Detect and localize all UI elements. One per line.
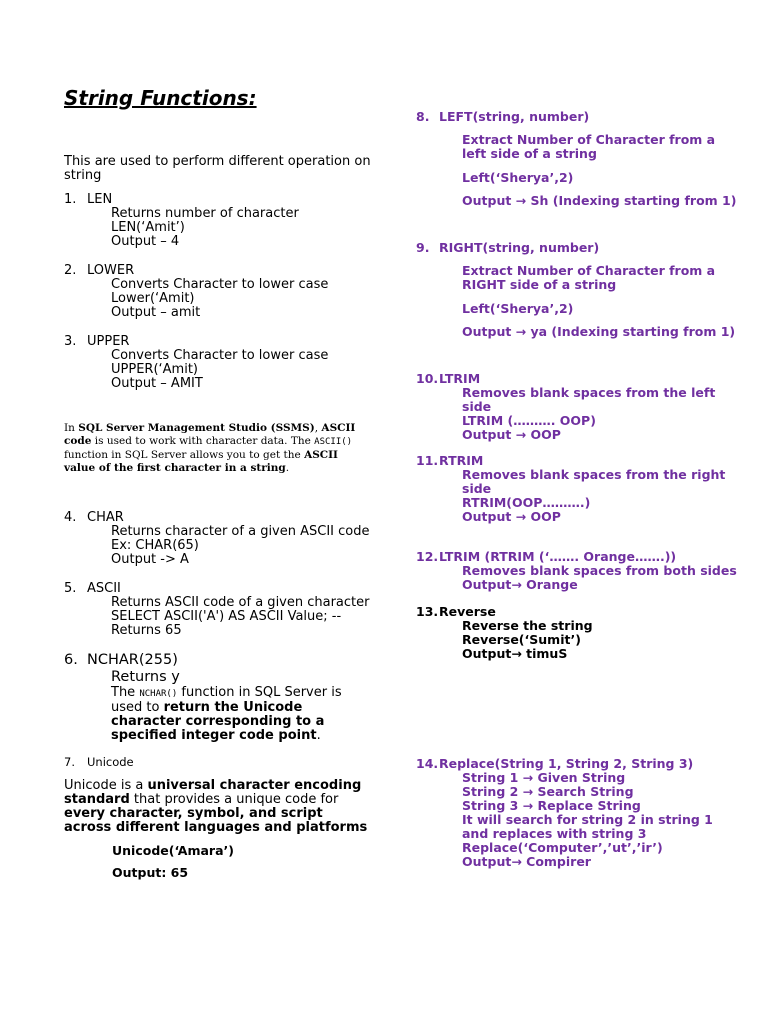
nchar-paragraph: The NCHAR() function in SQL Server is used to return the Unicode character corresponding to a specified integer code point. [111, 685, 342, 743]
item-len-name: LEN [87, 192, 113, 207]
item-left-example: Left(‘Sherya’,2) [462, 170, 574, 185]
item-ascii: 5. ASCII Returns ASCII code of a given character SELECT ASCII('A') AS ASCII Value; -- Returns 65 [64, 581, 370, 638]
item-lrtrim: 12.LTRIM (RTRIM (‘……. Orange…….)) Removes blank spaces from both sides Output→ Orange [416, 549, 737, 592]
page-title: String Functions: [64, 86, 257, 110]
ssms-paragraph: In SQL Server Management Studio (SSMS), ASCII code is used to work with character data. The ASCII() function in SQL Server allows you to get the ASCII value of the first character in a string. [64, 422, 356, 474]
item-right-desc: Extract Number of Character from a RIGHT side of a string [462, 263, 716, 292]
item-right-fn: 9. RIGHT(string, number) [416, 240, 600, 255]
item-upper: 3. UPPER Converts Character to lower case UPPER(‘Amit) Output – AMIT [64, 334, 329, 391]
item-left-fn: 8. LEFT(string, number) [416, 109, 590, 124]
item-lower: 2. LOWER Converts Character to lower case Lower(‘Amit) Output – amit [64, 263, 329, 320]
unicode-paragraph: Unicode is a universal character encoding standard that provides a unique code for every character, symbol, and script across different languages and platforms [64, 778, 368, 835]
item-rtrim: 11.RTRIM Removes blank spaces from the right side RTRIM(OOP……….) Output → OOP [416, 453, 726, 524]
item-ltrim: 10.LTRIM Removes blank spaces from the left side LTRIM (………. OOP) Output → OOP [416, 371, 716, 442]
item-replace: 14.Replace(String 1, String 2, String 3) String 1 → Given String String 2 → Search String String 3 → Replace String It will search for string 2 in string 1 and replaces with string 3 Replace(‘Computer’,’ut’,’ir’) Output→ Compirer [416, 756, 713, 869]
unicode-output: Output: 65 [112, 865, 189, 880]
item-left-output: Output → Sh (Indexing starting from 1) [462, 193, 737, 208]
item-char: 4. CHAR Returns character of a given ASCII code Ex: CHAR(65) Output -> A [64, 510, 370, 567]
item-nchar: 6. NCHAR(255) Returns y The NCHAR() function in SQL Server is used to return the Unicode character corresponding to a specified integer code point. [64, 652, 371, 743]
item-len: 1. LEN Returns number of character LEN(‘Amit’) Output – 4 [64, 192, 299, 249]
unicode-example: Unicode(‘Amara’) [112, 843, 234, 858]
item-unicode-heading: 7. Unicode [64, 755, 134, 769]
item-right-output: Output → ya (Indexing starting from 1) [462, 324, 736, 339]
item-right-example: Left(‘Sherya’,2) [462, 301, 574, 316]
item-reverse: 13.Reverse Reverse the string Reverse(‘Sumit’) Output→ timuS [416, 604, 593, 661]
item-left-desc: Extract Number of Character from a left side of a string [462, 132, 716, 161]
intro-text: This are used to perform different operation on string [64, 154, 371, 183]
